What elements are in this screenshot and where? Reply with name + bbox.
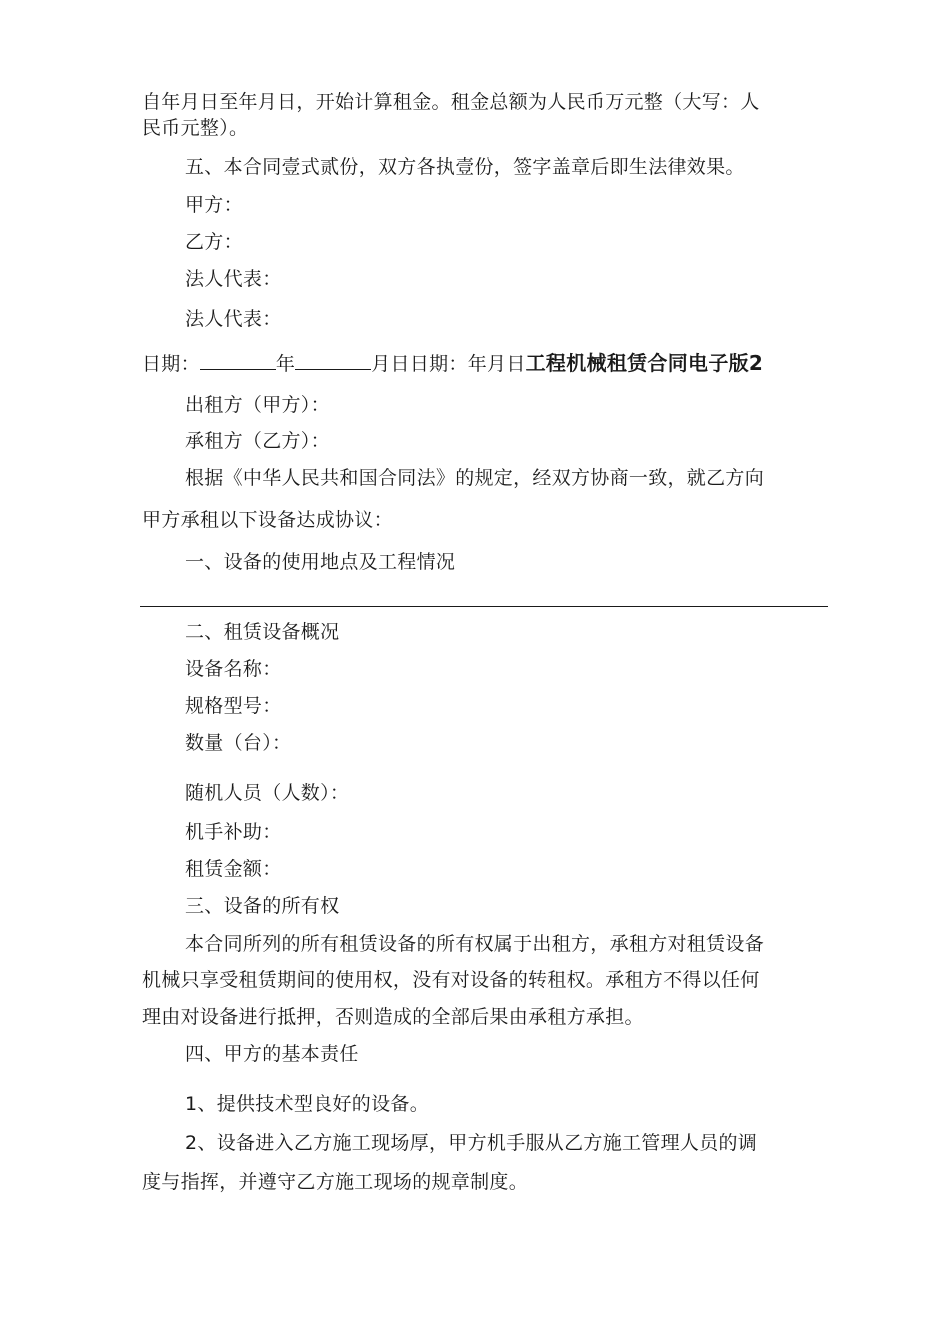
spec-model-label: 规格型号： (185, 695, 282, 717)
lessee-label: 承租方（乙方）： (185, 430, 330, 452)
duty-two-line-2: 度与指挥，并遵守乙方施工现场的规章制度。 (142, 1171, 529, 1193)
rent-paragraph-line-2: 民币元整）。 (142, 117, 249, 139)
crew-label: 随机人员（人数）： (185, 782, 350, 804)
date-year: 年 (275, 353, 296, 375)
rent-paragraph-line-1: 自年月日至年月日，开始计算租金。租金总额为人民币万元整（大写：人 (142, 91, 760, 113)
month-blank (295, 351, 371, 370)
legal-rep-a-label: 法人代表： (185, 268, 282, 290)
date-prefix: 日期： (142, 353, 200, 375)
date-line (142, 351, 763, 376)
divider-line (140, 606, 828, 607)
equipment-name-label: 设备名称： (185, 658, 282, 680)
year-blank (200, 351, 276, 370)
ownership-line-2: 机械只享受租赁期间的使用权，没有对设备的转租权。承租方不得以任何 (142, 969, 760, 991)
intro-line-1: 根据《中华人民共和国合同法》的规定，经双方协商一致，就乙方向 (185, 467, 765, 489)
intro-line-2: 甲方承租以下设备达成协议： (142, 509, 393, 531)
operator-subsidy-label: 机手补助： (185, 821, 282, 843)
rent-amount-label: 租赁金额： (185, 858, 282, 880)
quantity-label: 数量（台）： (185, 732, 292, 754)
date-rest: 月日日期：年月日 (371, 353, 526, 375)
legal-rep-b-label: 法人代表： (185, 308, 282, 330)
section-two-heading: 二、租赁设备概况 (185, 621, 340, 643)
document-title: 工程机械租赁合同电子版2 (525, 351, 764, 375)
duty-two-line-1: 2、设备进入乙方施工现场厚，甲方机手服从乙方施工管理人员的调 (185, 1132, 758, 1154)
section-four-heading: 四、甲方的基本责任 (185, 1043, 359, 1065)
party-b-label: 乙方： (185, 231, 243, 253)
ownership-line-3: 理由对设备进行抵押，否则造成的全部后果由承租方承担。 (142, 1006, 644, 1028)
section-one-heading: 一、设备的使用地点及工程情况 (185, 551, 456, 573)
lessor-label: 出租方（甲方）： (185, 394, 330, 416)
party-a-label: 甲方： (185, 194, 243, 216)
section-three-heading: 三、设备的所有权 (185, 895, 340, 917)
ownership-line-1: 本合同所列的所有租赁设备的所有权属于出租方，承租方对租赁设备 (185, 933, 765, 955)
duty-one: 1、提供技术型良好的设备。 (185, 1093, 429, 1115)
clause-five: 五、本合同壹式贰份，双方各执壹份，签字盖章后即生法律效果。 (185, 156, 745, 178)
